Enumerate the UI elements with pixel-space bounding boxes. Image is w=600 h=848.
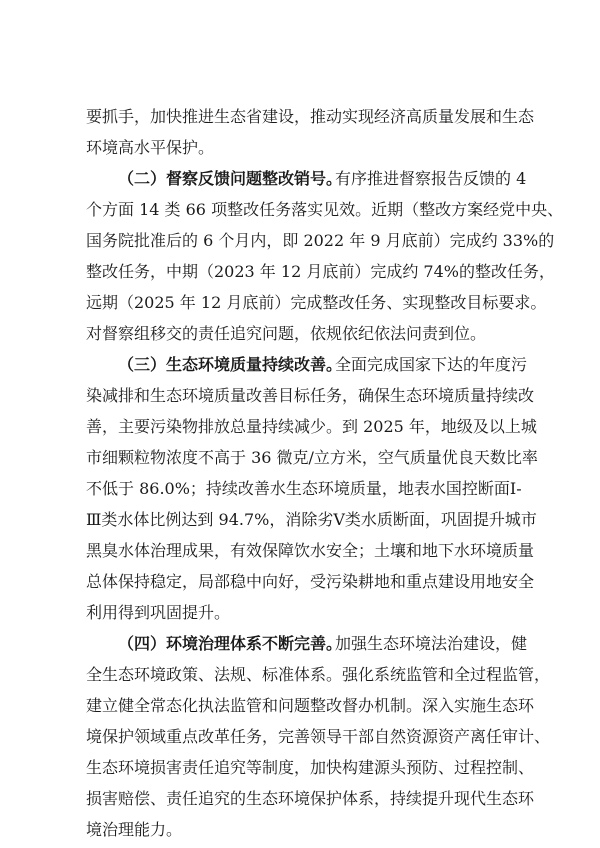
text-line: [0, 289, 600, 316]
text-line: [0, 134, 600, 161]
text-line: [0, 382, 600, 409]
line-text: 黑臭水体治理成果，有效保障饮水安全；土壤和地下水环境质量: [86, 541, 535, 560]
line-text: 利用得到巩固提升。: [86, 603, 231, 622]
text-line: [0, 351, 600, 378]
text-line: [0, 599, 600, 626]
text-line: [0, 816, 600, 843]
text-line: [0, 475, 600, 502]
text-line: [0, 506, 600, 533]
line-text: 个方面 14 类 66 项整改任务落实见效。近期（整改方案经党中央、: [86, 200, 564, 219]
text-line: [0, 196, 600, 223]
line-text: 对督察组移交的责任追究问题，依规依纪依法问责到位。: [86, 324, 487, 343]
section-heading: （二）督察反馈问题整改销号。: [118, 169, 343, 188]
text-line: [0, 661, 600, 688]
line-text: 加强生态环境法治建设，健: [335, 634, 528, 653]
line-text: 不低于 86.0%；持续改善水生态环境质量，地表水国控断面Ⅰ-: [86, 479, 522, 498]
line-text: 全面完成国家下达的年度污: [335, 355, 528, 374]
text-line: [0, 537, 600, 564]
line-text: 整改任务，中期（2023 年 12 月底前）完成约 74%的整改任务，: [86, 262, 555, 281]
section-heading: （三）生态环境质量持续改善。: [118, 355, 343, 374]
text-line: [0, 785, 600, 812]
text-line: [0, 413, 600, 440]
line-text: 市细颗粒物浓度不高于 36 微克/立方米，空气质量优良天数比率: [86, 448, 538, 467]
text-line: [0, 754, 600, 781]
line-text: 有序推进督察报告反馈的 4: [335, 169, 527, 188]
line-text: 总体保持稳定，局部稳中向好，受污染耕地和重点建设用地安全: [86, 572, 535, 591]
line-text: Ⅲ类水体比例达到 94.7%，消除劣Ⅴ类水质断面，巩固提升城市: [86, 510, 537, 529]
text-line: [0, 258, 600, 285]
text-line: [0, 692, 600, 719]
text-line: [0, 165, 600, 192]
line-text: 国务院批准后的 6 个月内，即 2022 年 9 月底前）完成约 33%的: [86, 231, 555, 250]
text-line: [0, 444, 600, 471]
line-text: 境保护领域重点改革任务，完善领导干部自然资源资产离任审计、: [86, 727, 551, 746]
text-line: [0, 630, 600, 657]
line-text: 要抓手，加快推进生态省建设，推动实现经济高质量发展和生态: [86, 107, 535, 126]
line-text: 全生态环境政策、法规、标准体系。强化系统监管和全过程监管，: [86, 665, 551, 684]
line-text: 损害赔偿、责任追究的生态环境保护体系，持续提升现代生态环: [86, 789, 535, 808]
line-text: 建立健全常态化执法监管和问题整改督办机制。深入实施生态环: [86, 696, 535, 715]
text-line: [0, 227, 600, 254]
line-text: 境治理能力。: [86, 820, 183, 839]
text-line: [0, 723, 600, 750]
text-line: [0, 568, 600, 595]
text-line: [0, 320, 600, 347]
line-text: 生态环境损害责任追究等制度，加快构建源头预防、过程控制、: [86, 758, 535, 777]
line-text: 远期（2025 年 12 月底前）完成整改任务、实现整改目标要求。: [86, 293, 547, 312]
line-text: 环境高水平保护。: [86, 138, 215, 157]
line-text: 染减排和生态环境质量改善目标任务，确保生态环境质量持续改: [86, 386, 535, 405]
text-line: [0, 103, 600, 130]
section-heading: （四）环境治理体系不断完善。: [118, 634, 343, 653]
line-text: 善，主要污染物排放总量持续减少。到 2025 年，地级及以上城: [86, 417, 537, 436]
